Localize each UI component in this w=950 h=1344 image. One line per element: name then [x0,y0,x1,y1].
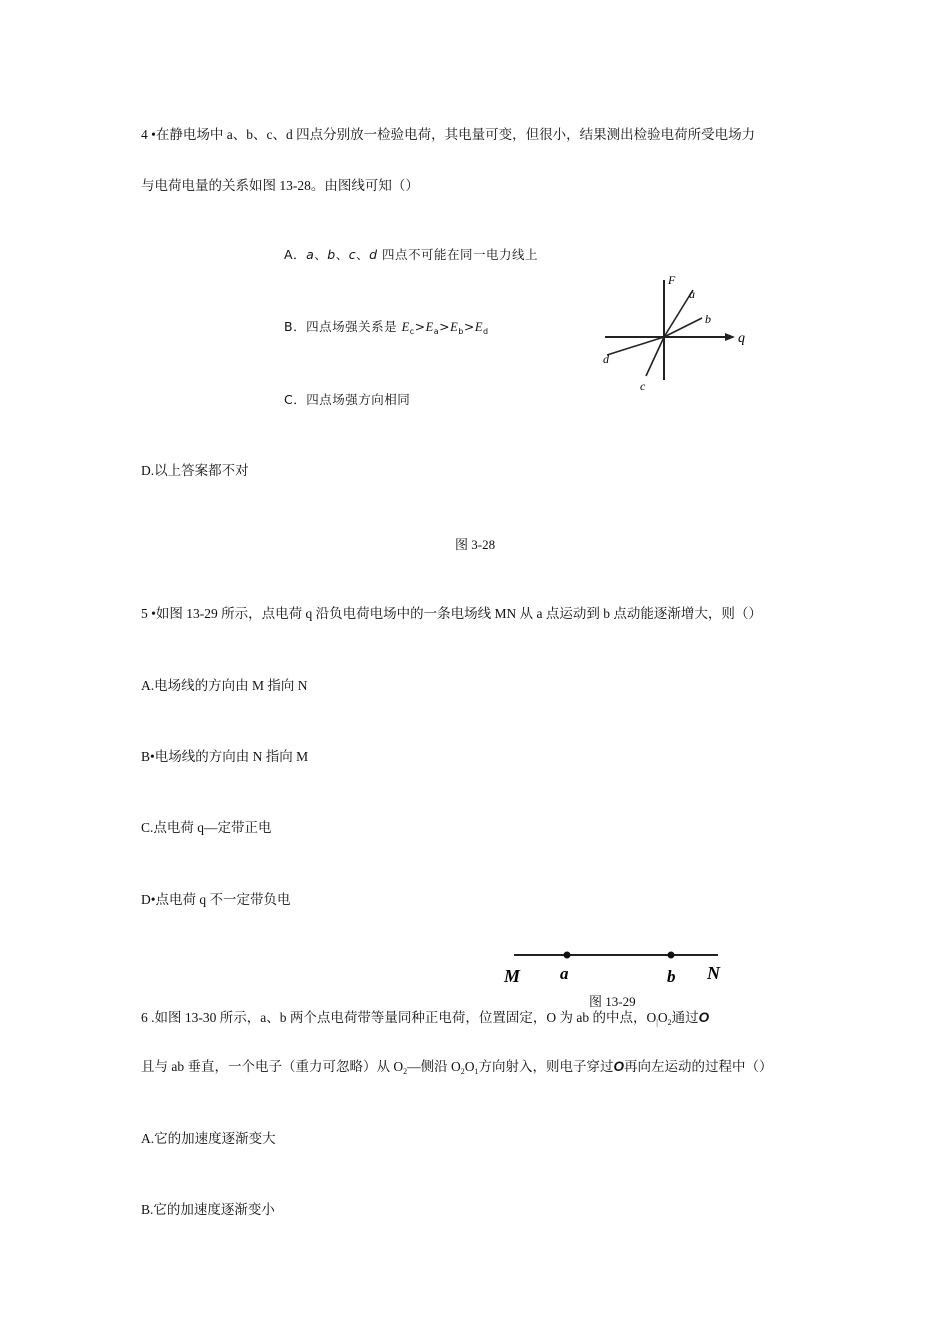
q-axis-arrow [725,333,735,341]
label-d: d [603,352,609,366]
figure-13-29-caption: 图 13-29 [589,994,636,1009]
figure-3-28-caption: 图 3-28 [455,537,496,552]
q4-option-a: A．a、b、c、d 四点不可能在同一电力线上 [284,247,539,262]
figure-3-28 [595,268,760,398]
label-q: q [738,331,745,346]
q5-option-b: B•电场线的方向由 N 指向 M [141,749,309,764]
point-a [564,952,571,959]
label-c: c [640,379,646,393]
q4-option-c: C．四点场强方向相同 [284,392,411,407]
point-b [668,952,675,959]
q5-option-d: D•点电荷 q 不一定带负电 [141,892,291,907]
line-c [646,337,664,376]
q5-option-c: C.点电荷 q—定带正电 [141,820,272,835]
label-b: b [705,312,711,326]
label-f: F [668,273,676,287]
q6-option-a: A.它的加速度逐渐变大 [141,1131,276,1146]
q4-option-b: B．四点场强关系是 $E_c>E_a>E_b>E_d$ [284,319,489,336]
q4-stem-line1: 4 •在静电场中 a、b、c、d 四点分别放一检验电荷，其电量可变，但很小，结果测出检验电荷所受电场力 [141,127,756,142]
q5-option-a: A.电场线的方向由 M 指向 N [141,678,308,693]
label-n: N [707,963,720,983]
q6-option-b: B.它的加速度逐渐变小 [141,1202,275,1217]
figure-13-29 [500,944,740,989]
q4-stem-line2: 与电荷电量的关系如图 13-28。由图线可知（） [141,178,419,193]
line-d [607,337,664,355]
label-a: a [689,287,695,301]
label-b: b [667,967,676,986]
q6-stem-line1: 6 .如图 13-30 所示，a、b 两个点电荷带等量同种正电荷，位置固定，O 为 ab 的中点，$O_|O_2$通过O [141,1010,710,1027]
q6-stem-line2: 且与 ab 垂直，一个电子（重力可忽略）从 $O_2—$侧沿 $O_2O_1$方向射入，则电子穿过O再向左运动的过程中（） [141,1059,773,1076]
label-a: a [560,964,569,983]
label-m: M [504,966,521,986]
q5-stem: 5 •如图 13-29 所示，点电荷 q 沿负电荷电场中的一条电场线 MN 从 a 点运动到 b 点动能逐渐增大，则（） [141,606,762,621]
q4-option-d: D.以上答案都不对 [141,463,249,478]
